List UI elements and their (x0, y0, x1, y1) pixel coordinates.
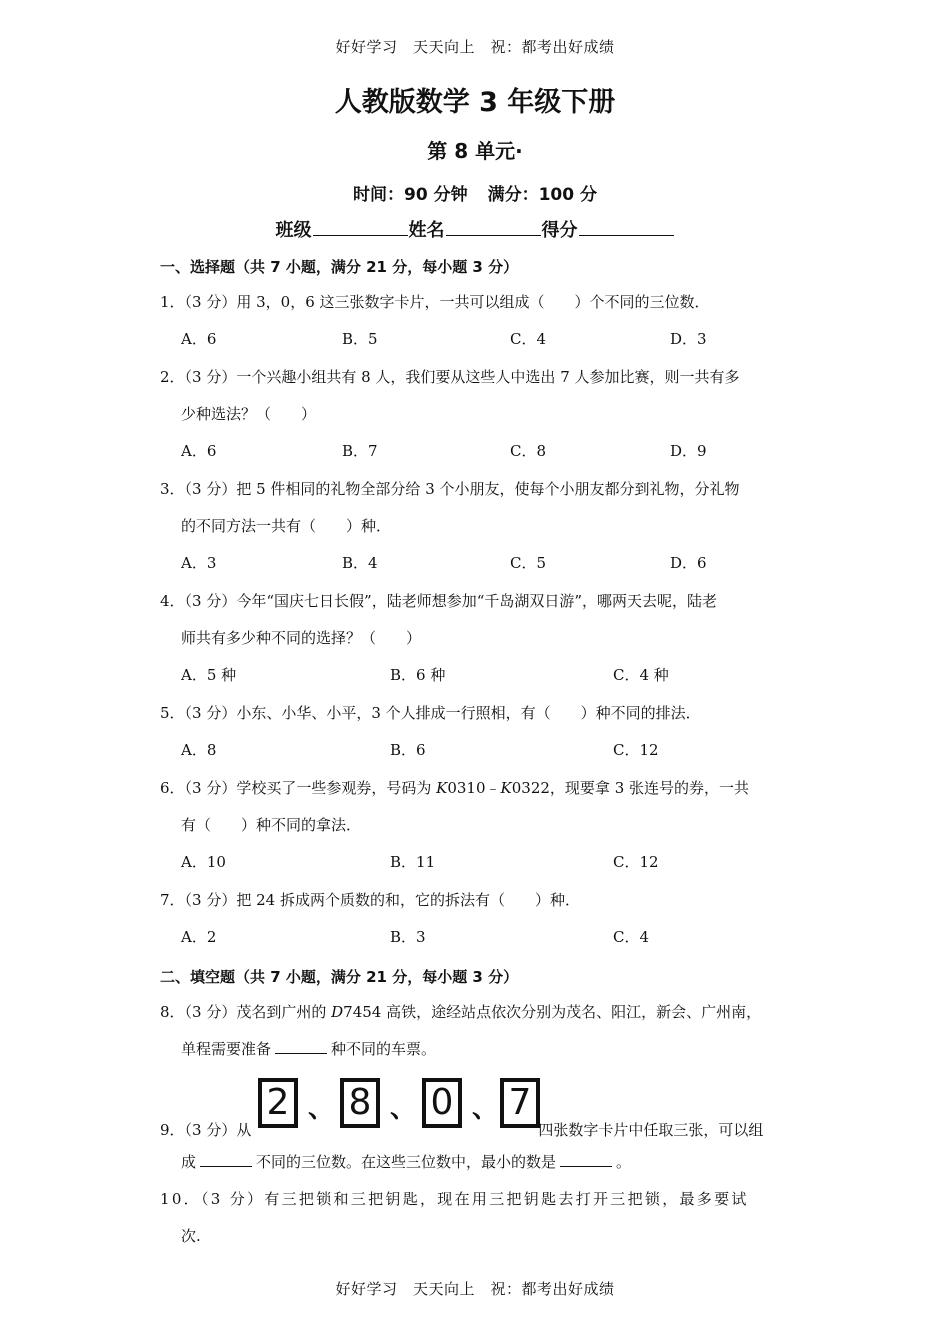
option-b: B．7 (342, 442, 378, 460)
page-header: 好好学习 天天向上 祝：都考出好成绩 (335, 38, 615, 56)
section-choice-heading: 一、选择题（共 7 小题，满分 21 分，每小题 3 分） (160, 258, 519, 276)
class-blank (313, 217, 408, 236)
time-score-line (0, 180, 950, 205)
option-a: A．6 (181, 330, 217, 348)
question-1: 1．（3 分）用 3，0，6 这三张数字卡片，一共可以组成（ ）个不同的三位数． (160, 293, 710, 311)
question-8-line-2-post: 种不同的车票。 (331, 1040, 437, 1058)
name-blank (446, 217, 541, 236)
card-separator: 、 (472, 1094, 499, 1124)
digit-card: 2 (258, 1078, 298, 1128)
option-b: B．6 (390, 741, 426, 759)
question-7-options (181, 919, 791, 956)
option-a: A．2 (181, 928, 217, 946)
option-b: B．11 (390, 853, 436, 871)
option-c: C．8 (510, 442, 547, 460)
card-separator: 、 (390, 1094, 417, 1124)
question-9-line-2 (181, 1144, 791, 1181)
score-field-label: 得分 (541, 220, 578, 241)
option-d: D．6 (670, 554, 707, 572)
option-a: A．8 (181, 741, 217, 759)
student-info-line (0, 216, 950, 242)
digit-cards (256, 1074, 542, 1134)
question-9-line-2-post: 。 (616, 1153, 632, 1171)
option-c: C．4 (613, 928, 650, 946)
question-8-line-2-pre: 单程需要准备 (181, 1040, 272, 1058)
digit-card: 0 (422, 1078, 462, 1128)
score-label: 满分：100 分 (487, 185, 597, 205)
option-c: C．5 (510, 554, 547, 572)
question-1-options (181, 321, 791, 358)
option-c: C．12 (613, 741, 659, 759)
question-6-text-post: 0322，现要拿 3 张连号的券，一共 (511, 779, 750, 797)
question-8-text-post: 7454 高铁，途经站点依次分别为茂名、阳江，新会、广州南， (343, 1003, 762, 1021)
question-3-line-1: 3．（3 分）把 5 件相同的礼物全部分给 3 个小朋友，使每个小朋友都分到礼物，分礼物 (160, 480, 740, 498)
name-label: 姓名 (408, 220, 445, 241)
question-6-options (181, 844, 791, 881)
unit-title: 第 8 单元· (427, 139, 523, 163)
question-3-options (181, 545, 791, 582)
exam-title: 人教版数学 3 年级下册 (334, 87, 616, 118)
question-2-line-1: 2．（3 分）一个兴趣小组共有 8 人，我们要从这些人中选出 7 人参加比赛，则一共有多 (160, 368, 740, 386)
card-separator: 、 (308, 1094, 335, 1124)
question-2-line-2: 少种选法？（ ） (181, 405, 317, 423)
variable-k: K (436, 779, 448, 797)
answer-blank (275, 1038, 327, 1054)
variable-d: D (331, 1003, 344, 1021)
option-a: A．10 (181, 853, 226, 871)
question-5: 5．（3 分）小东、小华、小平，3 个人排成一行照相，有（ ）种不同的排法． (160, 704, 701, 722)
time-label: 时间：90 分钟 (353, 185, 468, 205)
question-4-options (181, 657, 791, 694)
variable-k: K (500, 779, 512, 797)
option-d: D．9 (670, 442, 707, 460)
question-9-text-pre: 9．（3 分）从 (160, 1121, 252, 1139)
question-8-line-2 (181, 1031, 791, 1068)
question-8-line-1 (160, 994, 790, 1031)
option-c: C．4 (510, 330, 547, 348)
question-4-line-2: 师共有多少种不同的选择？（ ） (181, 629, 422, 647)
question-3-line-2: 的不同方法一共有（ ）种． (181, 517, 392, 535)
question-6-text-pre: 6．（3 分）学校买了一些参观券，号码为 (160, 779, 437, 797)
class-label: 班级 (275, 220, 312, 241)
option-c: C．4 种 (613, 666, 669, 684)
question-10-line-1: 10．（3 分）有三把锁和三把钥匙，现在用三把钥匙去打开三把锁，最多要试 (160, 1190, 749, 1208)
option-b: B．4 (342, 554, 378, 572)
option-a: A．6 (181, 442, 217, 460)
option-a: A．5 种 (181, 666, 237, 684)
digit-card: 8 (340, 1078, 380, 1128)
question-9-line-2-mid: 不同的三位数。在这些三位数中，最小的数是 (256, 1153, 557, 1171)
option-d: D．3 (670, 330, 707, 348)
question-9-text-post: 四张数字卡片中任取三张，可以组 (538, 1121, 764, 1139)
option-b: B．3 (390, 928, 426, 946)
question-2-options (181, 433, 791, 470)
question-6-line-2: 有（ ）种不同的拿法． (181, 816, 362, 834)
question-5-options (181, 732, 791, 769)
answer-blank (560, 1151, 612, 1167)
question-4-line-1: 4．（3 分）今年“国庆七日长假”，陆老师想参加“千岛湖双日游”，哪两天去呢，陆老 (160, 592, 718, 610)
section-fill-heading: 二、填空题（共 7 小题，满分 21 分，每小题 3 分） (160, 968, 519, 986)
option-c: C．12 (613, 853, 659, 871)
question-10-line-2: 次. (181, 1227, 201, 1245)
question-6-line-1 (160, 770, 790, 807)
page-footer: 好好学习 天天向上 祝：都考出好成绩 (335, 1280, 615, 1298)
question-6-text-mid: 0310﹣ (447, 779, 501, 797)
digit-card: 7 (500, 1078, 540, 1128)
question-8-text-pre: 8．（3 分）茂名到广州的 (160, 1003, 332, 1021)
option-b: B．5 (342, 330, 378, 348)
score-blank (579, 217, 674, 236)
question-9-line-2-pre: 成 (181, 1153, 197, 1171)
question-7: 7．（3 分）把 24 拆成两个质数的和，它的拆法有（ ）种． (160, 891, 580, 909)
option-a: A．3 (181, 554, 217, 572)
option-b: B．6 种 (390, 666, 446, 684)
answer-blank (200, 1151, 252, 1167)
